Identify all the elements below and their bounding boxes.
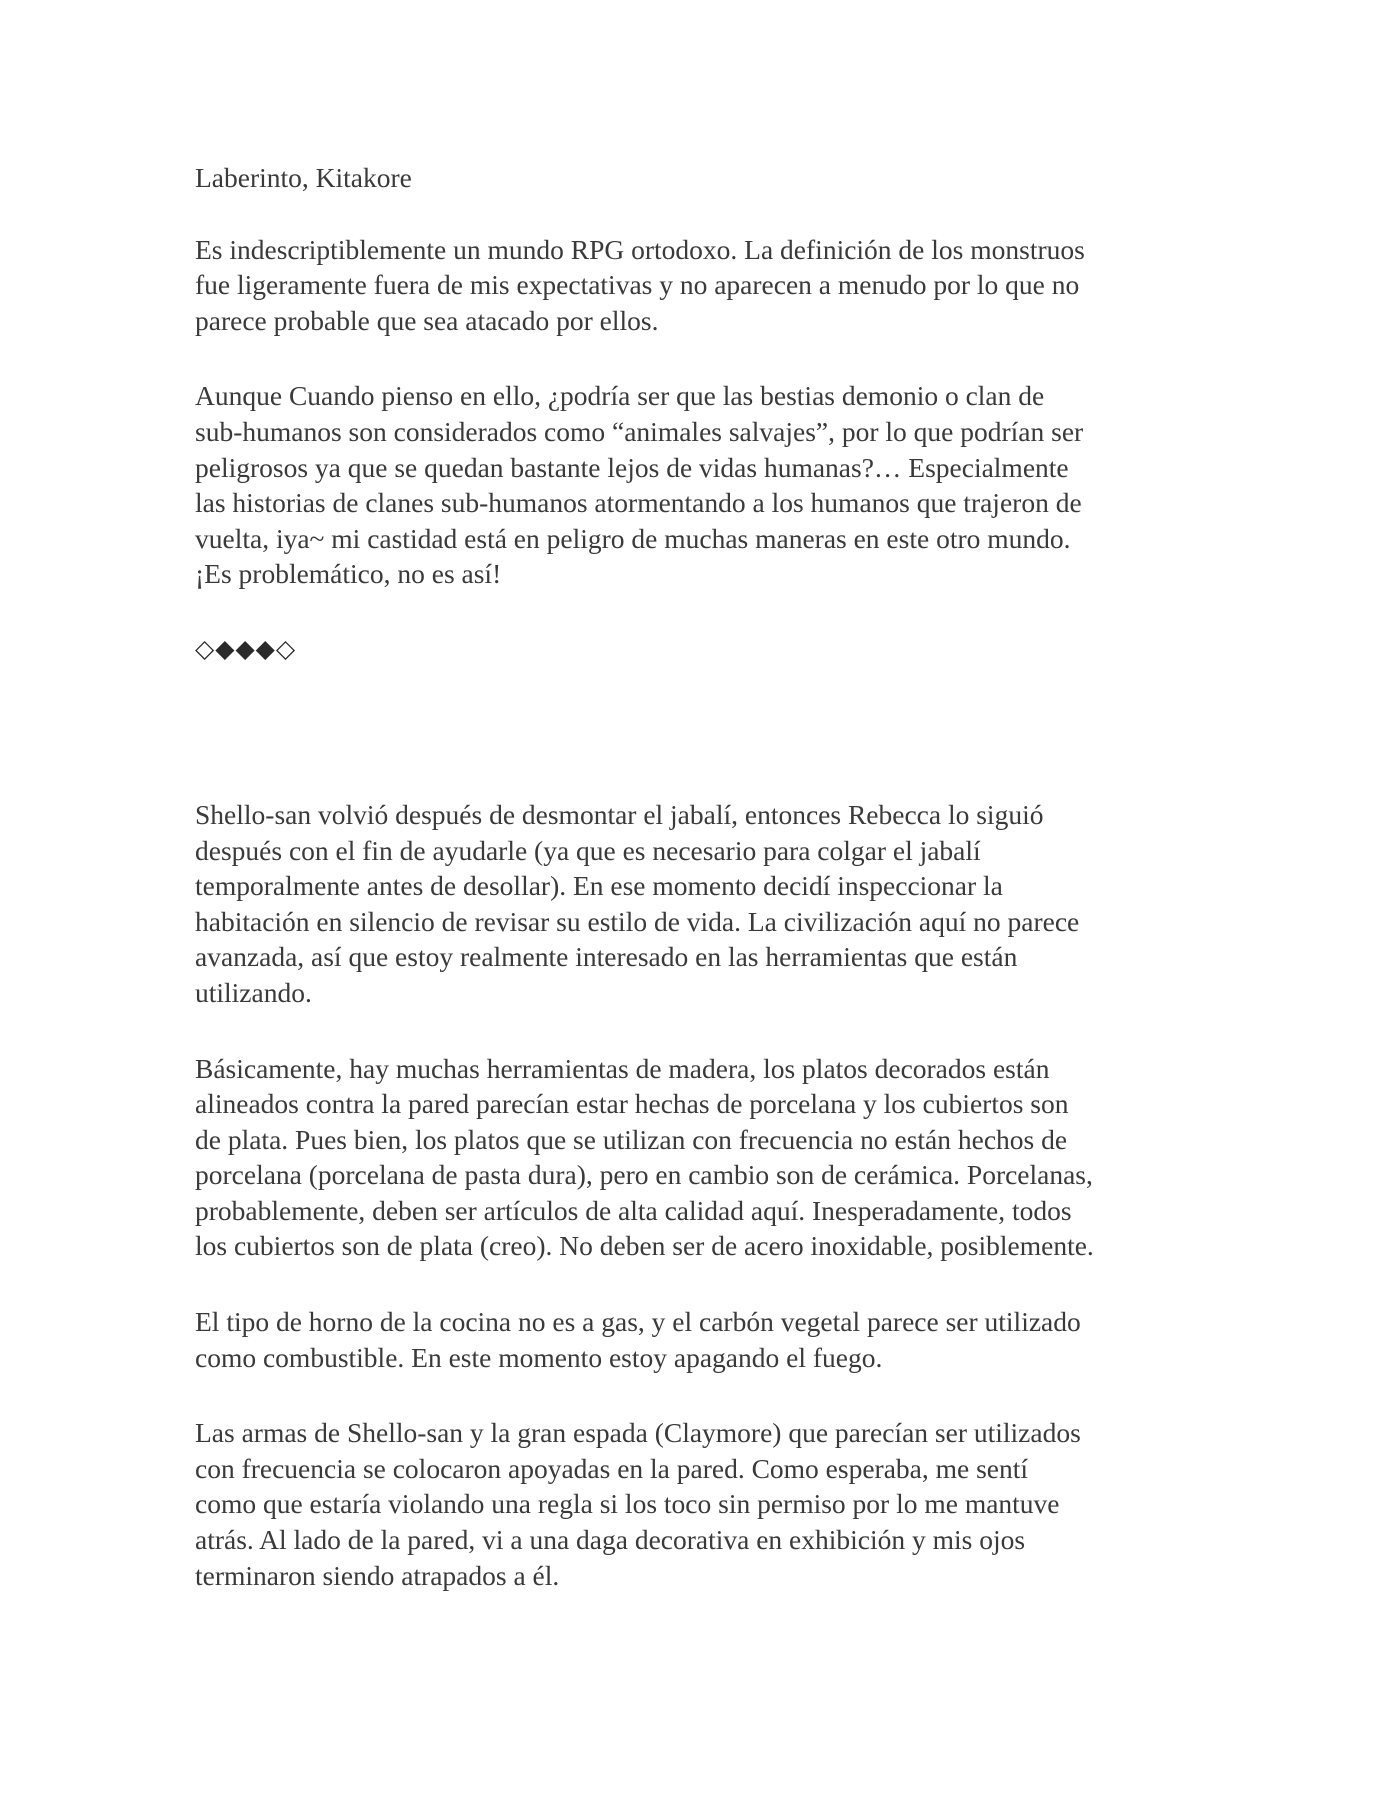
paragraph-line: como que estaría violando una regla si los toco sin permiso por lo me mantuve (195, 1488, 1060, 1520)
paragraph-line: peligrosos ya que se quedan bastante lejos de vidas humanas?… Especialmente (195, 451, 1069, 483)
paragraph-line: vuelta, iya~ mi castidad está en peligro de muchas maneras en este otro mundo. (195, 522, 1071, 554)
paragraph-6 (195, 1415, 1225, 1593)
paragraph-line: Es indescriptiblemente un mundo RPG ortodoxo. La definición de los monstruos (195, 233, 1085, 265)
paragraph-line: terminaron siendo atrapados a él. (195, 1559, 560, 1591)
paragraph-line: de plata. Pues bien, los platos que se utilizan con frecuencia no están hechos de (195, 1123, 1068, 1155)
paragraph-line: utilizando. (195, 976, 312, 1008)
paragraph-line: después con el fin de ayudarle (ya que es necesario para colgar el jabalí (195, 834, 981, 866)
paragraph-line: porcelana (porcelana de pasta dura), pero en cambio son de cerámica. Porcelanas, (195, 1159, 1093, 1191)
paragraph-line: con frecuencia se colocaron apoyadas en la pared. Como esperaba, me sentí (195, 1452, 1029, 1484)
paragraph-line: Shello-san volvió después de desmontar el jabalí, entonces Rebecca lo siguió (195, 798, 1044, 830)
scene-separator: ◇◆◆◆◇ (195, 635, 297, 663)
paragraph-line: como combustible. En este momento estoy apagando el fuego. (195, 1341, 883, 1373)
section-spacer (195, 667, 1225, 797)
paragraph-line: atrás. Al lado de la pared, vi a una daga decorativa en exhibición y mis ojos (195, 1524, 1026, 1556)
paragraph-line: fue ligeramente fuera de mis expectativas y no aparecen a menudo por lo que no (195, 269, 1080, 301)
document-title: Laberinto, Kitakore (195, 162, 412, 193)
paragraph-line: El tipo de horno de la cocina no es a gas, y el carbón vegetal parece ser utilizado (195, 1306, 1081, 1338)
paragraph-2 (195, 378, 1225, 592)
paragraph-line: habitación en silencio de revisar su estilo de vida. La civilización aquí no parece (195, 905, 1080, 937)
paragraph-line: ¡Es problemático, no es así! (195, 558, 502, 590)
paragraph-4 (195, 1051, 1225, 1265)
paragraph-line: los cubiertos son de plata (creo). No deben ser de acero inoxidable, posiblemente. (195, 1230, 1094, 1262)
paragraph-line: probablemente, deben ser artículos de alta calidad aquí. Inesperadamente, todos (195, 1194, 1072, 1226)
paragraph-line: Las armas de Shello-san y la gran espada (Claymore) que parecían ser utilizados (195, 1417, 1081, 1449)
paragraph-1 (195, 232, 1225, 339)
paragraph-line: temporalmente antes de desollar). En ese momento decidí inspeccionar la (195, 870, 1003, 902)
paragraph-3 (195, 797, 1225, 1011)
paragraph-line: avanzada, así que estoy realmente interesado en las herramientas que están (195, 941, 1018, 973)
paragraph-line: Aunque Cuando pienso en ello, ¿podría ser que las bestias demonio o clan de (195, 380, 1045, 412)
paragraph-line: alineados contra la pared parecían estar hechas de porcelana y los cubiertos son (195, 1088, 1069, 1120)
document-page (195, 160, 1225, 1633)
paragraph-line: las historias de clanes sub-humanos atormentando a los humanos que trajeron de (195, 487, 1082, 519)
paragraph-line: Básicamente, hay muchas herramientas de madera, los platos decorados están (195, 1052, 1050, 1084)
paragraph-5 (195, 1304, 1225, 1375)
paragraph-line: sub-humanos son considerados como “animales salvajes”, por lo que podrían ser (195, 415, 1084, 447)
paragraph-line: parece probable que sea atacado por ellos. (195, 304, 659, 336)
